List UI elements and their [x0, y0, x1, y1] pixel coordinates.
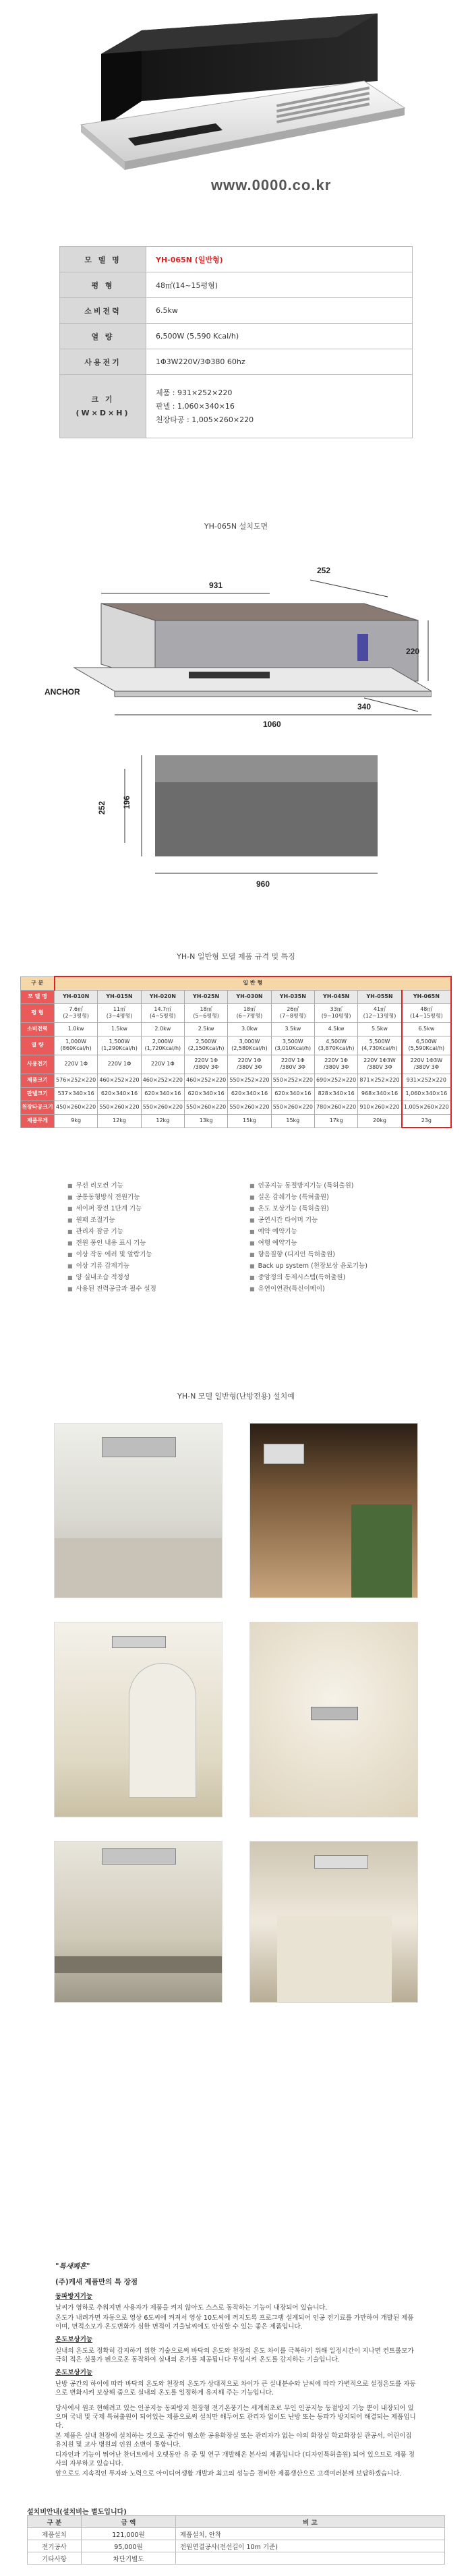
table-cell: 7.6㎡ (2~3평형)	[55, 1003, 98, 1022]
table-cell: 2,500W (2,150Kcal/h)	[184, 1036, 227, 1055]
table-cell: 23g	[402, 1114, 451, 1128]
feature-item: ■ 원패 조절기능	[67, 1214, 243, 1226]
table-cell: 690×252×220	[314, 1074, 357, 1087]
table-cell: 220V 1Φ /380V 3Φ	[314, 1055, 357, 1074]
section-paragraph: 본 제품은 실내 천장에 설치하는 것으로 공간이 협소한 공용화장실 또는 관리자가 없는 야외 화장실 학교화장실 관공서, 어린이집 유치원 및 교사 병원의 인원 소변이 통합니다.	[55, 2432, 412, 2449]
feature-item: ■ 세이퍼 장전 1단계 기능	[67, 1203, 243, 1214]
table-cell: 550×260×220	[184, 1101, 227, 1114]
table-cell: 1.5kw	[98, 1022, 141, 1036]
feature-column-left	[67, 1180, 243, 1295]
dim-252-label: 252	[317, 566, 331, 575]
feature-item: ■ 공연시간 타이머 기능	[249, 1214, 425, 1226]
table-cell: 1,005×260×220	[402, 1101, 451, 1114]
size-ceiling-hole: 천장타공 : 1,005×260×220	[156, 415, 254, 424]
table-cell: 220V 1Φ	[55, 1055, 98, 1074]
dim-220-label: 220	[406, 647, 420, 656]
feature-item: ■ 중앙정의 통제시스템(특허출원)	[249, 1272, 425, 1283]
dim-340-label: 340	[357, 702, 372, 711]
model-name: YH-045N	[314, 990, 357, 1003]
table-row	[21, 1036, 452, 1055]
feature-column-right	[249, 1180, 425, 1295]
row-label: 열 량	[21, 1036, 55, 1055]
install-title: YH-N 모델 일반형(난방전용) 설치예	[177, 1392, 295, 1401]
section-title: 동파방지기능	[55, 2293, 93, 2300]
anchor-label: ANCHOR	[45, 687, 80, 697]
table-cell: 4.5kw	[314, 1022, 357, 1036]
dim-931-label: 931	[209, 581, 223, 590]
spec-row	[60, 324, 413, 349]
table-row	[28, 2528, 445, 2540]
table-cell: 1,000W (860Kcal/h)	[55, 1036, 98, 1055]
row-label: 사용전기	[21, 1055, 55, 1074]
dim-960-label: 960	[256, 879, 270, 889]
row-label: 판넬크기	[21, 1087, 55, 1101]
cost-title: 설치비안내(설치비는 별도입니다)	[27, 2509, 127, 2516]
spec-row	[60, 272, 413, 298]
table-row	[28, 2516, 445, 2528]
table-cell: 550×260×220	[228, 1101, 271, 1114]
drawing-title: YH-065N 설치도면	[204, 522, 268, 531]
table-cell: 2.5kw	[184, 1022, 227, 1036]
table-cell: 2,000W (1,720Kcal/h)	[141, 1036, 184, 1055]
table-cell: 2.0kw	[141, 1022, 184, 1036]
install-photo-5	[54, 1841, 223, 2003]
table-cell: 220V 1Φ	[98, 1055, 141, 1074]
feature-item: ■ 예약 예약기능	[249, 1226, 425, 1237]
section-title: 온도보상기능	[55, 2336, 93, 2343]
table-cell: 220V 1Φ3W /380V 3Φ	[358, 1055, 402, 1074]
table-cell: 460×252×220	[184, 1074, 227, 1087]
table-cell: 48㎡ (14~15평형)	[402, 1003, 451, 1022]
size-product: 제품 : 931×252×220	[156, 388, 233, 397]
table-cell: 13kg	[184, 1114, 227, 1128]
feature-item: ■ 사용된 전력공급과 필수 설정	[67, 1283, 243, 1295]
spec-table	[59, 246, 413, 438]
cost-cell: 기타사항	[28, 2552, 82, 2565]
table-cell: 4,500W (3,870Kcal/h)	[314, 1036, 357, 1055]
cost-cell: 제품설치, 안착	[176, 2528, 445, 2540]
table-cell: 5.5kw	[358, 1022, 402, 1036]
table-cell: 12kg	[141, 1114, 184, 1128]
table-cell: 41㎡ (12~13평형)	[358, 1003, 402, 1022]
table-cell: 576×252×220	[55, 1074, 98, 1087]
model-name: YH-025N	[184, 990, 227, 1003]
cost-cell: 전원연결공사(전선길이 10m 기준)	[176, 2540, 445, 2552]
spec-value: 48㎡(14~15평형)	[146, 272, 413, 298]
table-cell: 15kg	[271, 1114, 314, 1128]
section-paragraph: 온도가 내려가면 자동으로 영상 6도씨에 켜져서 영상 10도씨에 꺼지도록 프로그램 설계되어 인공 전기료를 가만하여 개발된 제품이며, 면적소모가 온도변화가 심한 면적이 겨울날씨에도 안심할 수 있는 좋은 제품입니다.	[55, 2314, 414, 2331]
row-label: 제품크기	[21, 1074, 55, 1087]
spec-label: 모 델 명	[60, 247, 146, 272]
row-label: 소비전력	[21, 1022, 55, 1036]
section-paragraph: 실내의 온도로 정확히 감지하기 위한 기술으로써 바닥의 온도와 천장의 온도 차이를 극복하기 위해 일정시간이 지나면 컨트롤모가 극히 적은 실룰가 펜으로온 동작하여 실내의 온가를 체공됩니다 무입시켜 온도를 감지하는 기술입니다.	[55, 2347, 414, 2364]
header-group: 구 분	[21, 976, 55, 990]
table-row	[21, 1055, 452, 1074]
model-name: YH-030N	[228, 990, 271, 1003]
model-name: YH-065N	[402, 990, 451, 1003]
dim-196-label: 196	[122, 795, 131, 809]
feature-item: ■ 여행 예약기능	[249, 1237, 425, 1249]
table-cell: 3,500W (3,010Kcal/h)	[271, 1036, 314, 1055]
table-cell: 550×260×220	[271, 1101, 314, 1114]
install-photo-6	[249, 1841, 418, 2003]
feature-item: ■ 유연이연관(특신이메이)	[249, 1283, 425, 1295]
spec-value-size	[146, 375, 413, 438]
size-panel: 판넬 : 1,060×340×16	[156, 401, 235, 411]
table-row	[21, 990, 452, 1003]
spec-label: 열 량	[60, 324, 146, 349]
header-main: 일 반 형	[55, 976, 452, 990]
spec-row	[60, 247, 413, 272]
spec-label: 사용전기	[60, 349, 146, 375]
table-cell: 3.5kw	[271, 1022, 314, 1036]
table-cell: 550×252×220	[271, 1074, 314, 1087]
table-cell: 5,500W (4,730Kcal/h)	[358, 1036, 402, 1055]
section-title: 온도보상기능	[55, 2369, 93, 2376]
cost-header: 금 액	[82, 2516, 176, 2528]
feature-item: ■ 공통동형방식 전원기능	[67, 1192, 243, 1203]
table-cell: 450×260×220	[55, 1101, 98, 1114]
text-heading1: "특새쾌혼"	[55, 2262, 90, 2271]
table-cell: 33㎡ (9~10평형)	[314, 1003, 357, 1022]
install-photo-1	[54, 1423, 223, 1598]
feature-item: ■ 양 실내조습 적정성	[67, 1272, 243, 1283]
table-cell: 1.0kw	[55, 1022, 98, 1036]
dim-252b-label: 252	[97, 800, 107, 815]
table-row	[21, 1022, 452, 1036]
table-cell: 15kg	[228, 1114, 271, 1128]
table-cell: 828×340×16	[314, 1087, 357, 1101]
table-cell: 550×260×220	[141, 1101, 184, 1114]
table-cell: 9kg	[55, 1114, 98, 1128]
cost-cell: 121,000원	[82, 2528, 176, 2540]
model-comparison-table	[20, 976, 452, 1128]
model-name: YH-010N	[55, 990, 98, 1003]
table-cell: 14.7㎡ (4~5평형)	[141, 1003, 184, 1022]
cost-cell: 제품설치	[28, 2528, 82, 2540]
feature-item: ■ 향음질향 (디지인 특허출원)	[249, 1249, 425, 1260]
cost-table	[27, 2515, 445, 2565]
feature-item: ■ Back up system (천장보상 윤로기능)	[249, 1260, 425, 1272]
table-cell: 780×260×220	[314, 1101, 357, 1114]
spec-label: 크 기 (W×D×H)	[60, 375, 146, 438]
table-cell: 17kg	[314, 1114, 357, 1128]
table-row	[21, 1074, 452, 1087]
feature-item: ■ 전원 풍인 내용 표시 기능	[67, 1237, 243, 1249]
feature-item: ■ 온도 보상기능 (특허출원)	[249, 1203, 425, 1214]
spec-label: 평 형	[60, 272, 146, 298]
spec-value: 6.5kw	[146, 298, 413, 324]
table-cell: 550×260×220	[98, 1101, 141, 1114]
table-cell: 220V 1Φ /380V 3Φ	[271, 1055, 314, 1074]
table-cell: 220V 1Φ3W /380V 3Φ	[402, 1055, 451, 1074]
dim-1060-label: 1060	[263, 720, 281, 729]
compare-title: YH-N 일반형 모델 제품 규격 및 특징	[177, 952, 295, 961]
table-row	[28, 2552, 445, 2565]
cost-cell	[176, 2552, 445, 2565]
cost-cell: 차단기별도	[82, 2552, 176, 2565]
feature-item: ■ 실온 감쉐기능 (특허출원)	[249, 1192, 425, 1203]
hero-product-image	[0, 0, 472, 223]
cost-header: 비 고	[176, 2516, 445, 2528]
table-cell: 871×252×220	[358, 1074, 402, 1087]
feature-item: ■ 이상 기류 감제기능	[67, 1260, 243, 1272]
table-cell: 910×260×220	[358, 1101, 402, 1114]
table-cell: 620×340×16	[98, 1087, 141, 1101]
dim-line-252	[310, 580, 388, 597]
cost-header: 구 분	[28, 2516, 82, 2528]
model-name: YH-020N	[141, 990, 184, 1003]
table-cell: 26㎡ (7~8평형)	[271, 1003, 314, 1022]
cost-cell: 전기공사	[28, 2540, 82, 2552]
feature-description	[55, 2262, 419, 2480]
table-cell: 931×252×220	[402, 1074, 451, 1087]
table-cell: 968×340×16	[358, 1087, 402, 1101]
cost-cell: 95,000원	[82, 2540, 176, 2552]
model-name: YH-035N	[271, 990, 314, 1003]
row-label: 제품무게	[21, 1114, 55, 1128]
table-cell: 12kg	[98, 1114, 141, 1128]
table-cell: 620×340×16	[141, 1087, 184, 1101]
spec-label: 소비전력	[60, 298, 146, 324]
table-row	[21, 1003, 452, 1022]
table-cell: 620×340×16	[184, 1087, 227, 1101]
install-photo-2	[249, 1423, 418, 1598]
section-paragraph: 난방 공간의 하이에 따라 바닥의 온도와 천장의 온도가 상대적으로 차이가 큰 실내분수와 날씨에 따라 가변적으로 설정온도를 자동으로 변화시켜 보상해 줌으로 실내의 온도를 일정하게 유지해 주는 기능입니다.	[55, 2380, 416, 2397]
table-cell: 460×252×220	[98, 1074, 141, 1087]
installation-drawing	[40, 553, 432, 931]
table-cell: 6.5kw	[402, 1022, 451, 1036]
table-cell: 3.0kw	[228, 1022, 271, 1036]
table-row	[21, 1087, 452, 1101]
section-paragraph: 디자인과 기능이 뛰어난 찬너트에서 오랫동안 유 준 및 연구 개발해온 본사의 제품입니다 (디자인특허출원) 되어 있으므로 제품 정사의 자부하고 있습니다.	[55, 2451, 415, 2467]
spec-value-model: YH-065N (일반형)	[146, 247, 413, 272]
watermark-text: www.0000.co.kr	[211, 177, 332, 194]
section-paragraph: 당사에서 원조 현해려고 있는 인공지능 동파방지 천장형 전기온풍기는 세계최초로 무인 인공지능 동절방지 기능 뿐이 내장되어 있으며 국내 및 국제 특허출원이 되어있는 제품으로써 설치만 해두어도 관리자 없이도 난방 또는 동파가 방지되어 해결되는 제품입니다.	[55, 2405, 416, 2430]
table-cell: 460×252×220	[141, 1074, 184, 1087]
table-cell: 537×340×16	[55, 1087, 98, 1101]
table-cell: 220V 1Φ /380V 3Φ	[184, 1055, 227, 1074]
table-cell: 1,500W (1,290Kcal/h)	[98, 1036, 141, 1055]
table-cell: 220V 1Φ	[141, 1055, 184, 1074]
spec-row	[60, 349, 413, 375]
model-name: YH-015N	[98, 990, 141, 1003]
spec-value: 6,500W (5,590 Kcal/h)	[146, 324, 413, 349]
table-cell: 18㎡ (5~6평형)	[184, 1003, 227, 1022]
table-row	[21, 1114, 452, 1128]
table-cell: 620×340×16	[271, 1087, 314, 1101]
spec-value: 1Φ3W220V/3Φ380 60hz	[146, 349, 413, 375]
spec-row	[60, 375, 413, 438]
table-cell: 220V 1Φ /380V 3Φ	[228, 1055, 271, 1074]
section-paragraph: 날씨가 영하로 추워지면 사용자가 제품을 켜지 않아도 스스로 동작하는 기능이 내장되어 있습니다.	[55, 2304, 328, 2312]
spec-row	[60, 298, 413, 324]
row-label: 모 델 명	[21, 990, 55, 1003]
table-cell: 6,500W (5,590Kcal/h)	[402, 1036, 451, 1055]
feature-item: ■ 이상 작동 에러 및 알람기능	[67, 1249, 243, 1260]
model-name: YH-055N	[358, 990, 402, 1003]
text-sections	[55, 2292, 419, 2478]
table-cell: 11㎡ (3~4평형)	[98, 1003, 141, 1022]
feature-item: ■ 무선 리모컨 기능	[67, 1180, 243, 1192]
install-photo-4	[249, 1622, 418, 1817]
table-cell: 20kg	[358, 1114, 402, 1128]
feature-item: ■ 인공지능 동절방지기능 (특허출원)	[249, 1180, 425, 1192]
table-cell: 620×340×16	[228, 1087, 271, 1101]
table-cell: 18㎡ (6~7평형)	[228, 1003, 271, 1022]
table-row	[28, 2540, 445, 2552]
table-cell: 3,000W (2,580Kcal/h)	[228, 1036, 271, 1055]
table-cell: 550×252×220	[228, 1074, 271, 1087]
row-label: 천장타공크기	[21, 1101, 55, 1114]
table-cell: 1,060×340×16	[402, 1087, 451, 1101]
section-paragraph: 앞으로도 지속적인 투자와 노력으로 아이디어생활 개발과 최고의 성능을 겸비한 제품생산으로 고객여러분께 보답하겠습니다.	[55, 2470, 402, 2478]
feature-item: ■ 관리자 잠금 기능	[67, 1226, 243, 1237]
row-label: 평 형	[21, 1003, 55, 1022]
text-heading2: (주)케새 제품만의 특 장점	[55, 2278, 138, 2286]
table-row	[21, 1101, 452, 1114]
install-photo-3	[54, 1622, 223, 1817]
table-row	[21, 976, 452, 990]
